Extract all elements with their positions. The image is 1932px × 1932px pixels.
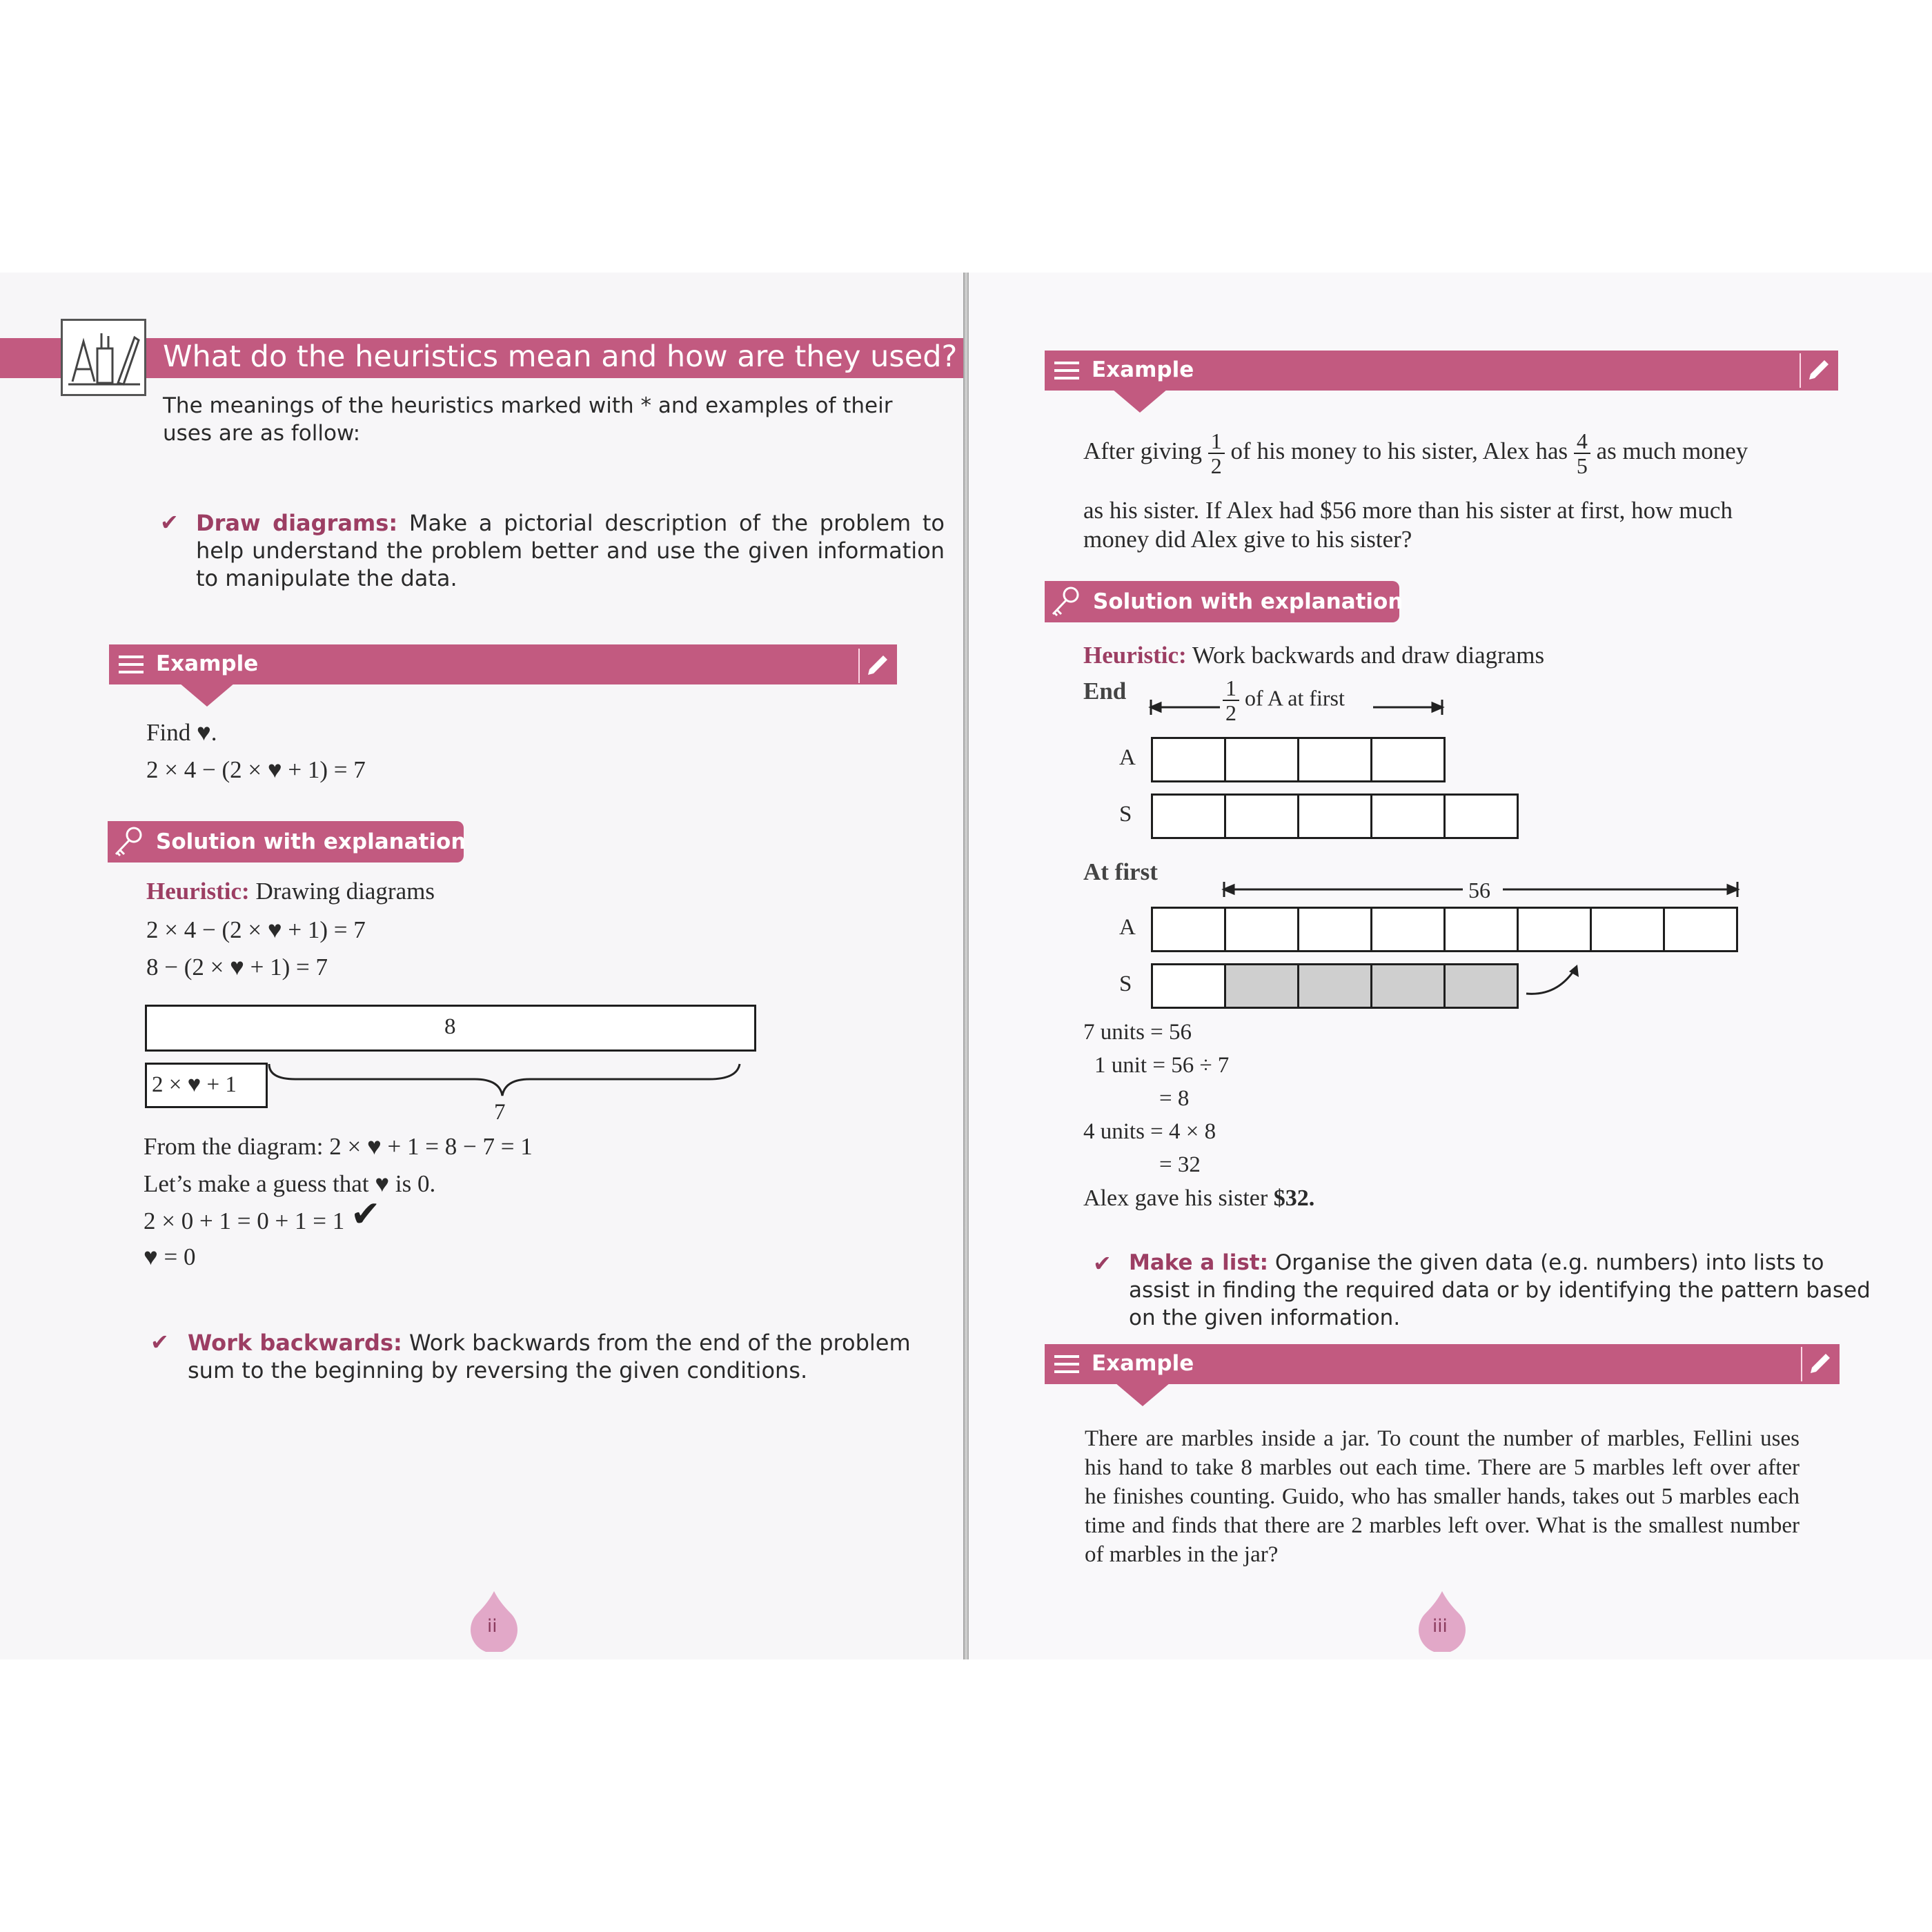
unit-box <box>1443 963 1519 1009</box>
unit-box <box>1151 907 1226 952</box>
unit-box <box>1224 737 1299 782</box>
working-line: = 32 <box>1159 1152 1201 1177</box>
left-page <box>0 273 966 1659</box>
unit-box <box>1224 963 1299 1009</box>
intro-text: The meanings of the heuristics marked with * and examples of their uses are as follow: <box>163 393 893 446</box>
at-first-label: At first <box>1083 858 1158 885</box>
check-icon: ✔ <box>1093 1251 1112 1276</box>
bar-unknown-label: 2 × ♥ + 1 <box>152 1072 237 1097</box>
solution-label: Solution with explanation <box>1093 589 1403 614</box>
row-label-a: A <box>1119 915 1136 940</box>
pencil-icon <box>860 649 894 682</box>
answer-line: ♥ = 0 <box>144 1243 196 1270</box>
unit-box <box>1224 907 1299 952</box>
unit-box <box>1443 793 1519 839</box>
unit-box <box>1151 793 1226 839</box>
fraction-four-fifths: $\frac{4}{5}$ <box>1574 429 1590 477</box>
at-first-measure-label: 56 <box>1468 878 1490 903</box>
unit-box <box>1663 907 1738 952</box>
unit-box <box>1297 963 1372 1009</box>
check-icon: ✔ <box>160 510 179 535</box>
pencil-icon-box <box>1801 1347 1838 1381</box>
problem-line-2: as his sister. If Alex had $56 more than his sister at first, how much <box>1083 497 1733 524</box>
unit-box <box>1370 737 1446 782</box>
heuristic-line <box>1083 642 1544 669</box>
pencil-icon <box>1801 353 1835 386</box>
brace-7 <box>268 1061 751 1103</box>
example-banner-notch <box>1115 1383 1170 1406</box>
tick-icon: ✔ <box>351 1194 381 1234</box>
key-icon <box>1047 584 1083 623</box>
conclusion-amount: $32. <box>1273 1185 1315 1211</box>
bar-8-label: 8 <box>444 1014 456 1039</box>
problem-line-1 <box>1083 429 1748 477</box>
example-label: Example <box>1092 1351 1194 1376</box>
page-heading: What do the heuristics mean and how are they used? <box>163 339 958 374</box>
draw-diagrams-item <box>196 509 945 592</box>
work-backwards-title: Work backwards: <box>188 1330 402 1356</box>
make-list-text: Organise the given data (e.g. numbers) into lists to assist in finding the required data or by identifying the pattern based on the given information. <box>1129 1250 1871 1330</box>
page-number: iii <box>1432 1616 1448 1637</box>
pencil-icon <box>1802 1347 1837 1380</box>
menu-icon <box>117 651 145 681</box>
make-list-item <box>1129 1249 1888 1332</box>
unit-box <box>1151 963 1226 1009</box>
work-backwards-text: Work backwards from the end of the problem sum to the beginning by reversing the given conditions. <box>188 1330 911 1383</box>
book-spine <box>963 273 969 1659</box>
unit-box <box>1517 907 1592 952</box>
working-line: 7 units = 56 <box>1083 1020 1192 1045</box>
unit-box <box>1297 737 1372 782</box>
draw-diagrams-title: Draw diagrams: <box>196 510 398 536</box>
unit-box <box>1370 793 1446 839</box>
heuristic-text: Drawing diagrams <box>255 878 435 905</box>
menu-icon <box>1053 1351 1081 1381</box>
unit-box <box>1590 907 1665 952</box>
marbles-problem: There are marbles inside a jar. To count the number of marbles, Fellini uses his hand to take 8 marbles out each time. There are 5 marbles left over after he finishes counting. Guido, who has smaller hands, takes out 5 marbles each time and finds that there are 2 marbles left over. What is the smallest number of marbles in the jar? <box>1085 1426 1800 1567</box>
guess-line: Let’s make a guess that ♥ is 0. <box>144 1170 436 1197</box>
row-label-s: S <box>1119 802 1132 827</box>
working-line: = 8 <box>1159 1086 1190 1111</box>
unit-box <box>1151 737 1226 782</box>
page-number: ii <box>487 1616 497 1637</box>
unit-box <box>1297 907 1372 952</box>
brace-7-label: 7 <box>494 1100 506 1125</box>
transfer-arrow <box>1524 960 1586 1002</box>
check-line: 2 × 0 + 1 = 0 + 1 = 1 <box>144 1208 345 1234</box>
equation: 2 × 4 − (2 × ♥ + 1) = 7 <box>146 756 366 783</box>
row-label-s: S <box>1119 972 1132 996</box>
fraction-half: $\frac{1}{2}$ <box>1208 429 1225 477</box>
unit-box <box>1297 793 1372 839</box>
menu-icon <box>1053 357 1081 387</box>
from-diagram: From the diagram: 2 × ♥ + 1 = 8 − 7 = 1 <box>144 1133 533 1160</box>
solution-label: Solution with explanation <box>156 829 466 854</box>
end-fraction: $\frac{1}{2}$ <box>1223 676 1239 724</box>
step-1: 2 × 4 − (2 × ♥ + 1) = 7 <box>146 916 366 943</box>
work-backwards-item <box>188 1329 947 1384</box>
problem-part-2: of his money to his sister, Alex has <box>1230 437 1568 465</box>
draw-diagrams-text: Make a pictorial description of the problem to help understand the problem better and use the given information to manipulate the data. <box>196 510 945 591</box>
heuristic-line <box>146 878 435 905</box>
heuristic-text: Work backwards and draw diagrams <box>1192 642 1545 669</box>
working-line: 1 unit = 56 ÷ 7 <box>1094 1053 1230 1078</box>
example-banner-notch <box>1112 389 1167 413</box>
step-2: 8 − (2 × ♥ + 1) = 7 <box>146 954 328 980</box>
example-banner-notch <box>179 683 235 707</box>
unit-box <box>1370 963 1446 1009</box>
stationery-icon <box>63 321 144 394</box>
conclusion <box>1083 1185 1314 1212</box>
example-label: Example <box>156 651 259 676</box>
unit-box <box>1370 907 1446 952</box>
problem-part-1: After giving <box>1083 437 1203 465</box>
find-heart: Find ♥. <box>146 719 217 746</box>
end-measure-label <box>1223 676 1345 724</box>
check-icon: ✔ <box>150 1330 169 1354</box>
example-label: Example <box>1092 357 1194 382</box>
key-icon <box>110 824 146 863</box>
end-label: End <box>1083 678 1127 704</box>
unit-box <box>1224 793 1299 839</box>
make-list-title: Make a list: <box>1129 1250 1268 1275</box>
end-measure-text: of A at first <box>1245 685 1345 711</box>
working-line: 4 units = 4 × 8 <box>1083 1119 1216 1144</box>
unit-box <box>1443 907 1519 952</box>
conclusion-text: Alex gave his sister <box>1083 1185 1274 1211</box>
row-label-a: A <box>1119 745 1136 770</box>
problem-part-3: as much money <box>1596 437 1748 465</box>
heuristic-label: Heuristic: <box>146 878 250 905</box>
problem-line-3: money did Alex give to his sister? <box>1083 526 1412 553</box>
heuristics-icon-box <box>61 319 146 396</box>
heuristic-label: Heuristic: <box>1083 642 1187 669</box>
pencil-icon-box <box>858 649 896 683</box>
pencil-icon-box <box>1800 353 1837 388</box>
